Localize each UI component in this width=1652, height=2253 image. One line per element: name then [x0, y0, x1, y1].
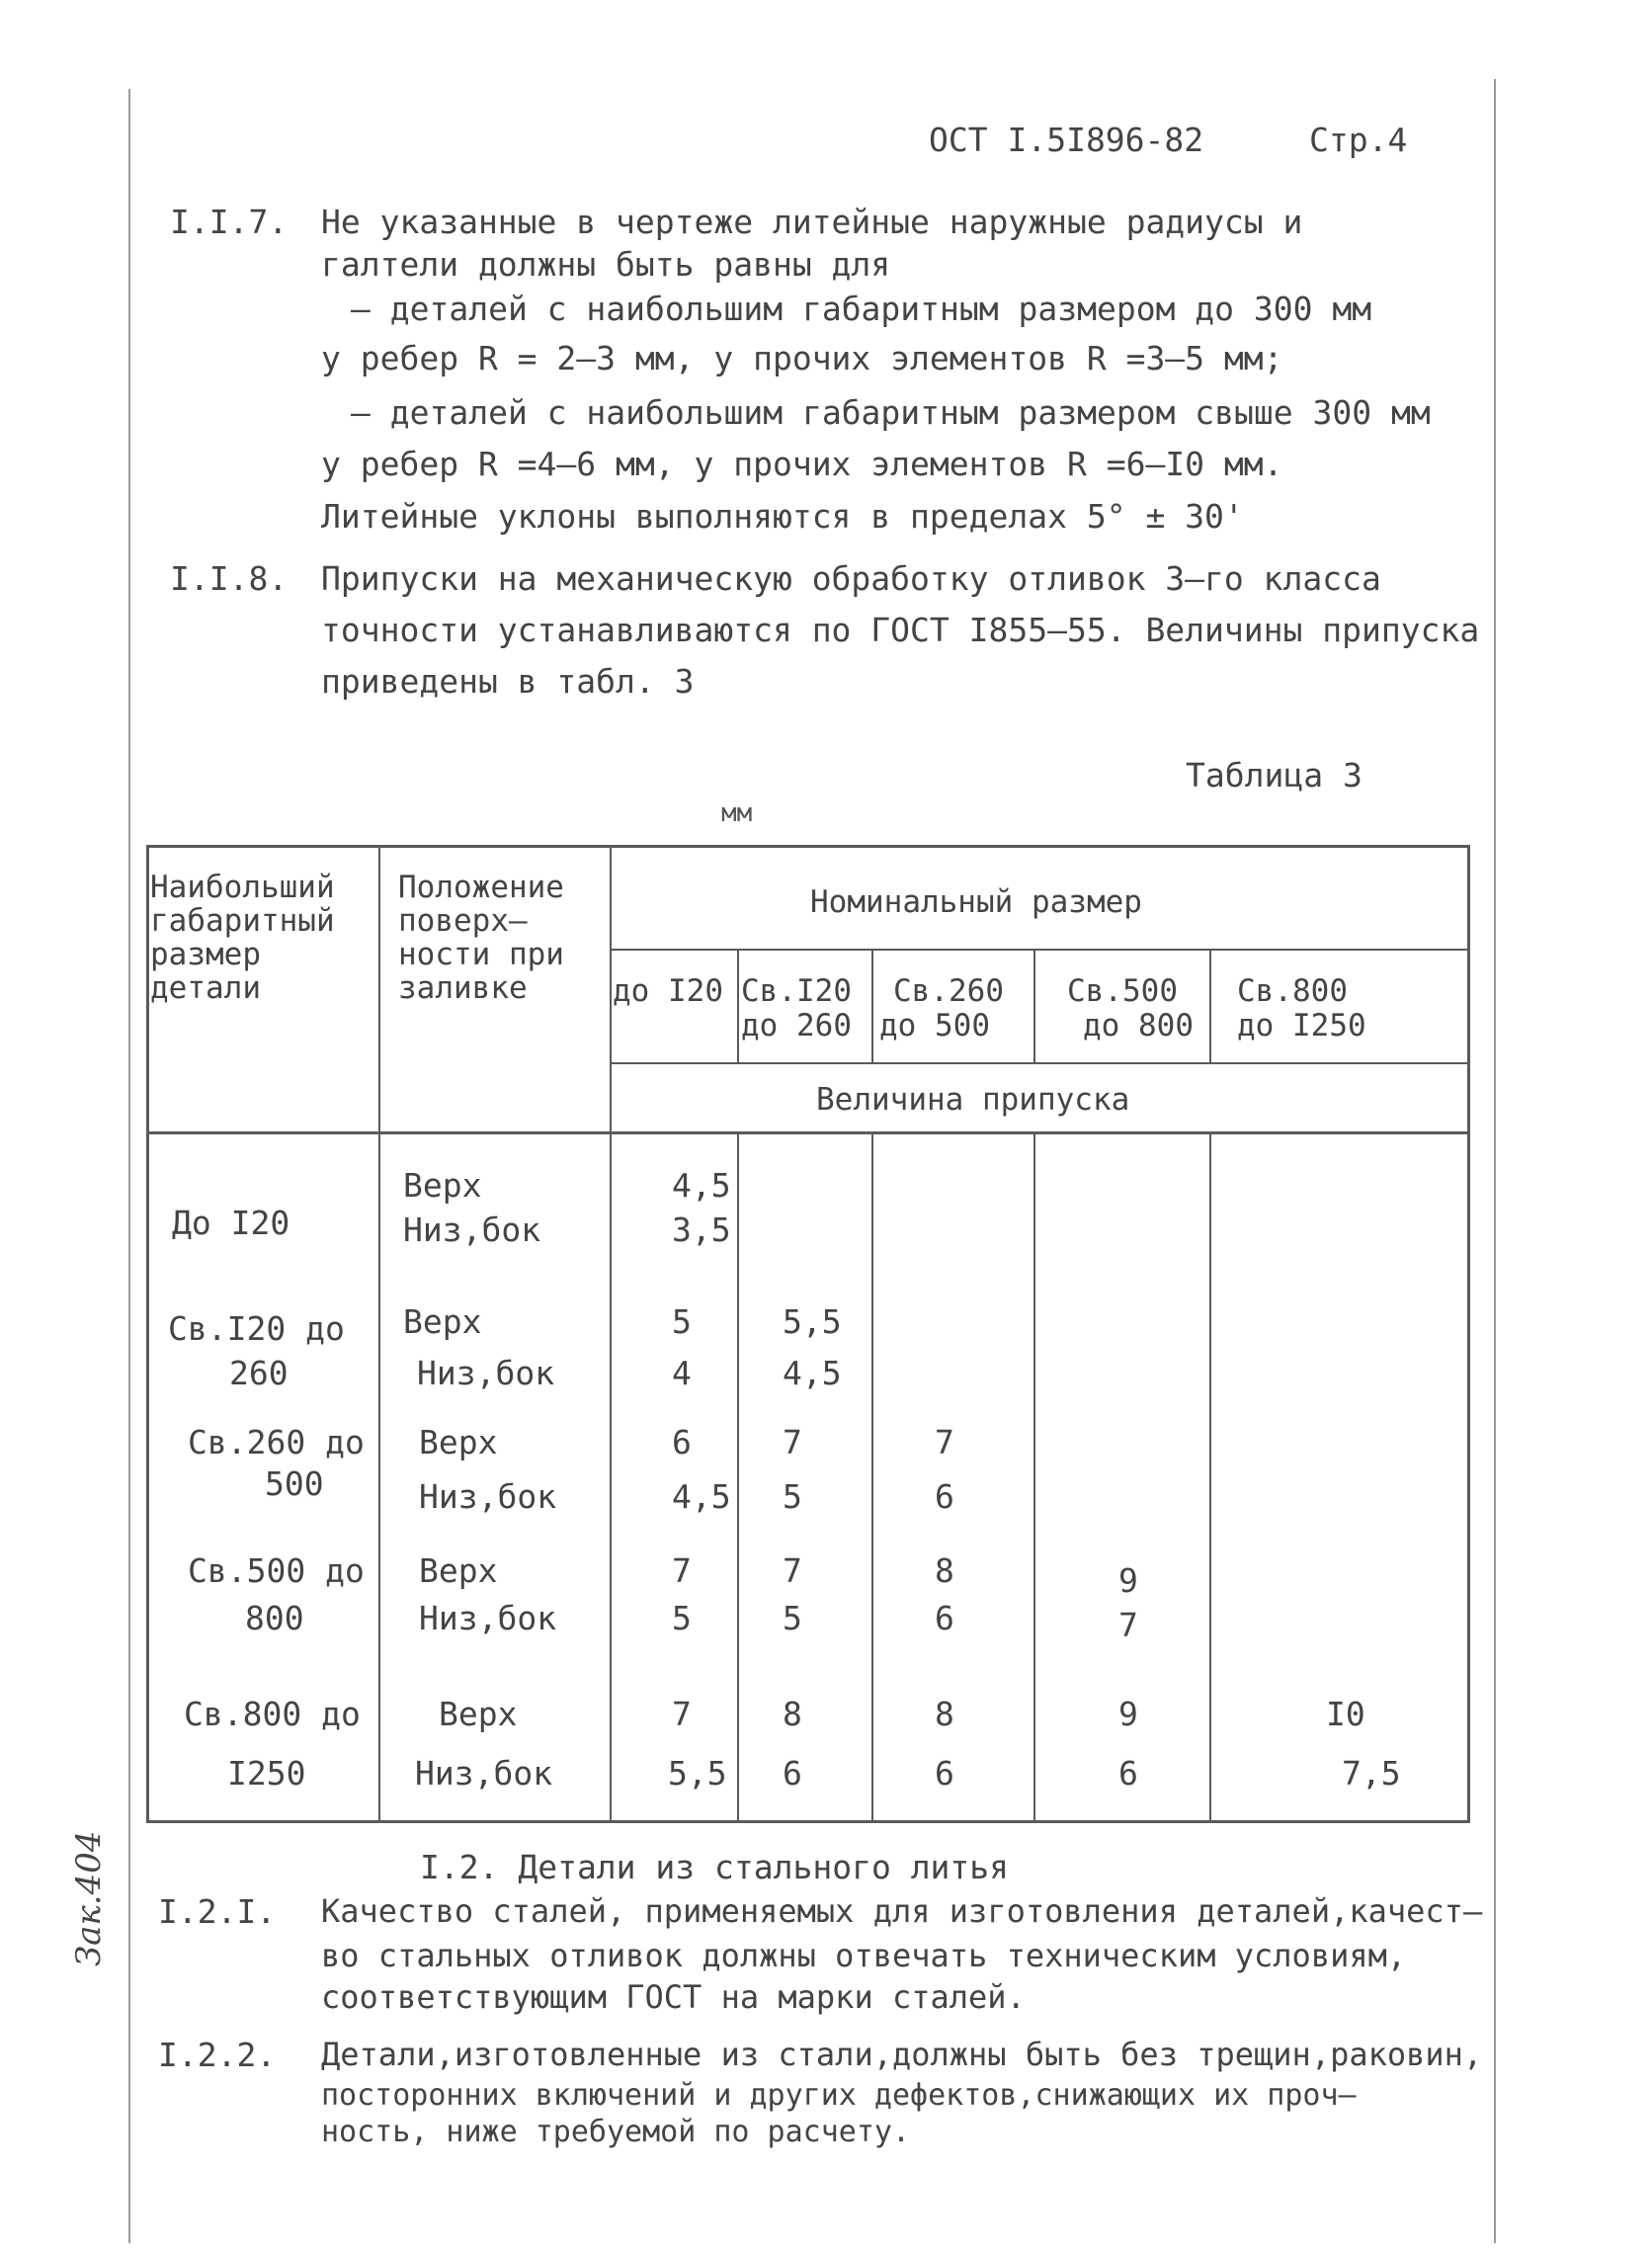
value-cell: 6 [935, 1599, 954, 1637]
table-divider [610, 1062, 1470, 1064]
table-caption: Таблица 3 [1186, 756, 1363, 794]
table-divider [146, 1131, 1470, 1134]
value-cell: 7 [672, 1695, 692, 1733]
value-cell: 7 [783, 1423, 802, 1461]
value-cell: 5 [783, 1477, 802, 1516]
col-header-line: заливке [398, 970, 528, 1006]
table-divider [737, 1131, 739, 1823]
table-divider [378, 845, 380, 1823]
table-divider [871, 949, 873, 1062]
clause-line: Припуски на механическую обработку отливок 3–го класса [321, 559, 1381, 598]
value-cell: 9 [1118, 1695, 1138, 1733]
clause-line: во стальных отливок должны отвечать техническим условиям, [321, 1937, 1407, 1974]
clause-line: Литейные уклоны выполняются в пределах 5° ± 30' [321, 497, 1244, 536]
size-header: до 260 [741, 1008, 852, 1043]
position-cell: Низ,бок [417, 1354, 555, 1392]
value-cell: 6 [672, 1423, 692, 1461]
size-header: до I250 [1237, 1008, 1366, 1043]
size-header: Св.500 [1067, 973, 1178, 1009]
col-header-line: поверх– [398, 903, 528, 939]
value-cell: 4,5 [672, 1477, 731, 1516]
clause-line: у ребер R = 2–3 мм, у прочих элементов R =3–5 мм; [321, 339, 1283, 377]
value-cell: 7 [1118, 1606, 1138, 1644]
value-cell: 5 [672, 1302, 692, 1341]
value-cell: 9 [1118, 1561, 1138, 1600]
position-cell: Верх [419, 1551, 498, 1590]
value-cell: 6 [783, 1754, 802, 1793]
table-divider [1209, 1131, 1211, 1823]
clause-line: приведены в табл. 3 [321, 662, 695, 701]
value-cell: 4,5 [672, 1166, 731, 1205]
table-divider [1033, 1131, 1035, 1823]
col-header-line: размер [150, 937, 261, 972]
size-header: до I20 [613, 973, 723, 1009]
position-cell: Верх [439, 1695, 518, 1733]
value-cell: 3,5 [672, 1210, 731, 1249]
standard-number: ОСТ I.5I896-82 [929, 121, 1204, 159]
value-cell: 6 [1118, 1754, 1138, 1793]
size-cell: 500 [265, 1464, 324, 1503]
value-cell: I0 [1326, 1695, 1365, 1733]
size-cell: I250 [227, 1754, 306, 1793]
value-cell: 5,5 [783, 1302, 842, 1341]
table-divider [871, 1131, 873, 1823]
position-cell: Низ,бок [419, 1599, 557, 1637]
table-divider [610, 845, 612, 1823]
allowance-header: Величина припуска [816, 1082, 1130, 1118]
clause-line: – деталей с наибольшим габаритным размером до 300 мм [351, 290, 1372, 328]
col-header-line: Положение [398, 870, 564, 905]
clause-number: I.I.8. [170, 559, 289, 598]
clause-line: Качество сталей, применяемых для изготовления деталей,качест– [321, 1892, 1483, 1930]
value-cell: 5 [783, 1599, 802, 1637]
table-divider [1209, 949, 1211, 1062]
size-cell: До I20 [172, 1204, 290, 1242]
value-cell: 4,5 [783, 1354, 842, 1392]
table-divider [610, 949, 1470, 951]
value-cell: 7 [783, 1551, 802, 1590]
col-header-line: габаритный [150, 903, 335, 939]
clause-line: точности устанавливаются по ГОСТ I855–55. Величины припуска [321, 611, 1480, 649]
section-title: I.2. Детали из стального литья [420, 1848, 1010, 1886]
col-header-line: ности при [398, 937, 564, 972]
position-cell: Верх [403, 1302, 482, 1341]
clause-number: I.2.2. [158, 2036, 277, 2074]
value-cell: 8 [783, 1695, 802, 1733]
size-header: до 500 [879, 1008, 990, 1043]
table-divider [737, 949, 739, 1062]
clause-line: соответствующим ГОСТ на марки сталей. [321, 1978, 1026, 2016]
position-cell: Верх [419, 1423, 498, 1461]
value-cell: 7 [935, 1423, 954, 1461]
value-cell: 7,5 [1342, 1754, 1401, 1793]
clause-line: – деталей с наибольшим габаритным размером свыше 300 мм [351, 393, 1431, 432]
value-cell: 7 [672, 1551, 692, 1590]
position-cell: Верх [403, 1166, 482, 1205]
size-header: Св.800 [1237, 973, 1348, 1009]
clause-line: ность, ниже требуемой по расчету. [321, 2115, 911, 2149]
clause-line: посторонних включений и других дефектов,снижающих их проч– [321, 2078, 1357, 2113]
clause-number: I.2.I. [158, 1892, 277, 1931]
value-cell: 5 [672, 1599, 692, 1637]
size-cell: 800 [245, 1599, 304, 1637]
value-cell: 4 [672, 1354, 692, 1392]
size-header: до 800 [1083, 1008, 1194, 1043]
size-cell: 260 [229, 1354, 289, 1392]
clause-number: I.I.7. [170, 203, 289, 241]
size-header: Св.260 [893, 973, 1004, 1009]
col-header-line: Наибольший [150, 870, 335, 905]
clause-line: Детали,изготовленные из стали,должны быть без трещин,раковин, [321, 2036, 1483, 2073]
value-cell: 8 [935, 1551, 954, 1590]
position-cell: Низ,бок [415, 1754, 553, 1793]
value-cell: 6 [935, 1477, 954, 1516]
value-cell: 6 [935, 1754, 954, 1793]
size-cell: Св.I20 до [168, 1309, 345, 1348]
page-number: Стр.4 [1309, 121, 1408, 159]
position-cell: Низ,бок [403, 1210, 541, 1249]
clause-line: Не указанные в чертеже литейные наружные радиусы и [321, 203, 1303, 241]
value-cell: 5,5 [668, 1754, 727, 1793]
order-number-note: Зак.404 [69, 1830, 109, 1966]
table-unit: мм [721, 798, 753, 828]
clause-line: галтели должны быть равны для [321, 245, 891, 284]
size-cell: Св.500 до [188, 1551, 365, 1590]
size-cell: Св.260 до [188, 1423, 365, 1461]
position-cell: Низ,бок [419, 1477, 557, 1516]
size-header: Св.I20 [741, 973, 852, 1009]
col-header-line: детали [150, 970, 261, 1006]
clause-line: у ребер R =4–6 мм, у прочих элементов R =6–I0 мм. [321, 445, 1283, 483]
table-divider [1033, 949, 1035, 1062]
value-cell: 8 [935, 1695, 954, 1733]
nominal-size-header: Номинальный размер [810, 884, 1142, 920]
size-cell: Св.800 до [184, 1695, 361, 1733]
